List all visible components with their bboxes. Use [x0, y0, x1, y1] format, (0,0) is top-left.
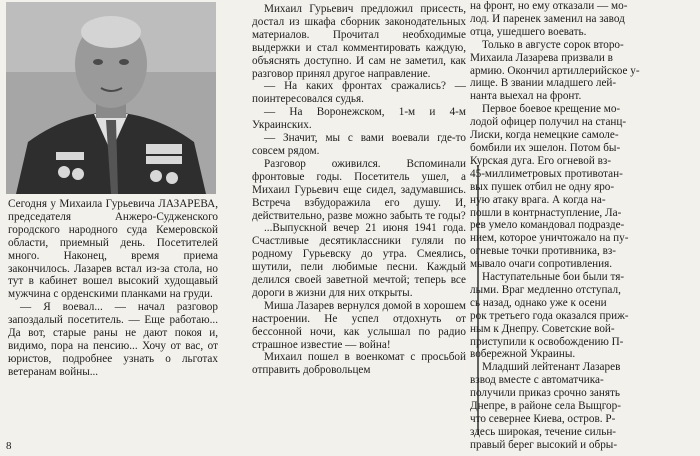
article-paragraph: Михаил Гурьевич предложил присесть, достал из шкафа сборник законодательных материалов. Прочитал необходимые выдержки и стал комментировать каждую, объяснять доступно. И сам не заметил, как разговор принял другое направление. — [252, 3, 466, 80]
article-column-3 — [470, 0, 696, 451]
article-line: что севернее Киева, остров. Р- — [470, 413, 616, 425]
article-line: нанта выехал на фронт. — [470, 90, 582, 103]
article-line: приступили к освобождению П- — [470, 335, 624, 348]
article-line: Первое боевое крещение мо- — [482, 103, 621, 116]
article-column-1 — [8, 198, 218, 379]
article-paragraph: Михаил пошел в военкомат с просьбой отправить добровольцем — [252, 351, 466, 377]
article-paragraph: Разговор оживился. Вспоминали фронтовые годы. Посетитель ушел, а Михаил Гурьевич еще сидел, задумавшись. Встреча взбудоражила его душу. И, действительно, разве можно забыть те годы? — [252, 157, 466, 222]
article-line: Только в августе сорок второ- — [482, 38, 624, 51]
article-paragraph: — Значит, мы с вами воевали где-то совсем рядом. — [252, 132, 466, 157]
article-line: бомбили их эшелон. Потом бы- — [470, 141, 621, 154]
article-paragraph: Миша Лазарев вернулся домой в хорошем настроении. Не успел отдохнуть от бессонной ночи, как услышал по радио страшное известие — война! — [252, 299, 466, 351]
article-line: нием, которое уничтожало на пу- — [470, 232, 629, 245]
article-line: рок третьего года оказался приж- — [470, 309, 629, 322]
article-line: огневые точки противника, вз- — [470, 245, 616, 258]
article-paragraph: ...Выпускной вечер 21 июня 1941 года. Счастливые десятиклассники гуляли по родному Гурьевску до утра. Смеялись, шутили, пели любимые песни. Каждый делился своей заветной мечтой; теперь все дороги в жизни для них открыты. — [252, 222, 466, 299]
article-line: Младший лейтенант Лазарев — [482, 361, 621, 374]
article-paragraph: — На каких фронтах сражались? — поинтересовался судья. — [252, 80, 466, 106]
article-line: Михаила Лазарева призвали в — [470, 51, 613, 64]
article-line: Наступательные бои были тя- — [482, 271, 625, 284]
article-line: правый берег высокий и обры- — [470, 438, 618, 451]
article-paragraph: Сегодня у Михаила Гурьевича ЛАЗАРЕВА, председателя Анжеро-Судженского городского народного суда Кемеровской области, приемный день. Посетителей много. Наконец, время приема закончилось. Лазарев встал из-за стола, но тут в кабинет вошел высокий худощавый мужчина с орденскими планками на груди. — [8, 198, 218, 301]
article-line: сь назад, однако уже к осени — [470, 296, 607, 309]
article-line: рев умело командовал подразде- — [470, 219, 625, 232]
article-line: вых пушек отбил не одну яро- — [470, 180, 615, 193]
article-line: получили приказ срочно занять — [470, 387, 620, 400]
portrait-photo-icon — [6, 2, 216, 194]
article-line: мывало очаги сопротивления. — [470, 258, 613, 271]
article-line: взвод вместе с автоматчика- — [470, 374, 604, 387]
portrait-photo — [6, 2, 216, 194]
article-line: армию. Окончил артиллерийское у- — [470, 64, 640, 77]
article-line: вобережной Украины. — [470, 348, 576, 361]
article-line: пошли в контрнаступление, Ла- — [470, 206, 622, 219]
article-line: на фронт, но ему отказали — мо- — [470, 0, 628, 12]
article-line: отца, ушедшего воевать. — [470, 25, 587, 38]
article-line: ным к Днепру. Советские вой- — [470, 322, 615, 335]
article-paragraph: — На Воронежском, 1-м и 4-м Украинских. — [252, 106, 466, 132]
article-line: лодой офицер получил на станц- — [470, 116, 627, 129]
article-paragraph: — Я воевал... — начал разговор запоздалый посетитель. — Еще работаю... Да вот, старые раны не дают покоя и, видимо, пора на пенсию... Хочу от вас, от юристов, подробнее узнать о льготах ветеранам войны... — [8, 301, 218, 378]
article-column-2 — [252, 3, 466, 377]
article-line: лыми. Враг медленно отступал, — [470, 283, 621, 296]
article-line: Курская дуга. Его огневой вз- — [470, 154, 612, 167]
article-line: здесь широкая, течение сильн- — [470, 425, 617, 438]
page-number: 8 — [6, 440, 12, 452]
article-line: Днепре, в районе села Выщгор- — [470, 400, 621, 413]
article-line: 45-миллиметровых противотан- — [470, 167, 623, 180]
article-line: лище. В звании младшего лей- — [470, 77, 617, 90]
article-line: Лиски, когда немецкие самоле- — [470, 129, 619, 142]
article-line: лод. И паренек заменил на завод — [470, 12, 625, 25]
article-line: ную атаку врага. А когда на- — [470, 193, 606, 206]
